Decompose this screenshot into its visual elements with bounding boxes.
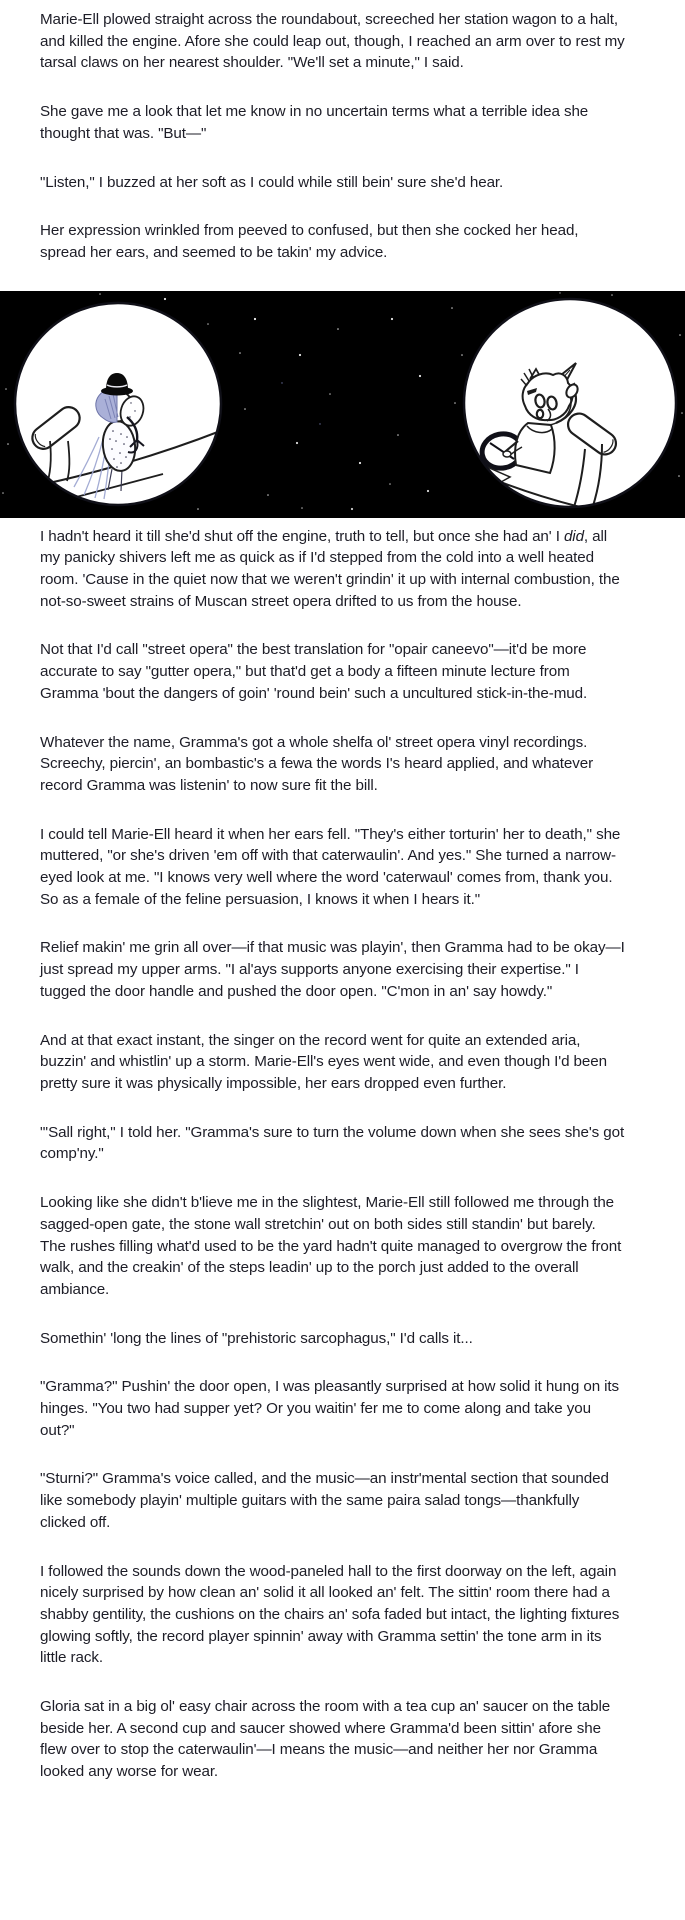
emphasis-word: did [563,527,584,545]
story-paragraph: Whatever the name, Gramma's got a whole shelfa ol' street opera vinyl recordings. Screechy, piercin', an bombastic's a fewa the words I's heard applied, and whatever record Gramma was listenin' to now sure fit the bill. [40,733,594,794]
story-paragraph: I could tell Marie-Ell heard it when her ears fell. "They's either torturin' her to death," she muttered, "or she's driven 'em off with that caterwaulin'. And yes." She turned a narrow-eyed look at me. "I knows very well where the word 'caterwaul' comes from, thank you. So as a female of the feline persuasion, I knows it when I hears it." [40,825,621,908]
story-paragraph: Her expression wrinkled from peeved to confused, but then she cocked her head, spread her ears, and seemed to be takin' my advice. [40,222,579,261]
story-paragraph [40,526,625,613]
cat-head [523,373,573,420]
story-paragraph: She gave me a look that let me know in no uncertain terms what a terrible idea she thought that was. "But—" [40,103,589,142]
story-paragraph: "Gramma?" Pushin' the door open, I was pleasantly surprised at how solid it hung on its hinges. "You two had supper yet? Or you waitin' fer me to come along and take you out?" [40,1378,620,1439]
story-paragraph: And at that exact instant, the singer on the record went for quite an extended aria, buzzin' and whistlin' up a storm. Marie-Ell's eyes went wide, and even though I'd been pretty sure it was physically impossible, her ears dropped even further. [40,1031,607,1092]
comic-panel [0,291,685,518]
story-paragraph: Gloria sat in a big ol' easy chair across the room with a tea cup an' saucer on the table beside her. A second cup and saucer showed where Gramma'd been sittin' afore she flew over to stop the caterwaulin'—I means the music—and neither her nor Gramma looked any worse for wear. [40,1698,611,1781]
engine-paragraph-before: I hadn't heard it till she'd shut off the engine, truth to tell, but once she had an' I [40,527,564,545]
story-paragraph: Marie-Ell plowed straight across the roundabout, screeched her station wagon to a halt, and killed the engine. Afore she could leap out, though, I reached an arm over to rest my tarsal claws on her nearest shoulder. "We'll set a minute," I said. [40,11,625,72]
story-paragraph: "Listen," I buzzed at her soft as I could while still bein' sure she'd hear. [40,173,504,191]
comic-panel-illustration [0,291,685,518]
story-paragraph: Relief makin' me grin all over—if that music was playin', then Gramma had to be okay—I just spread my upper arms. "I al'ays supports anyone exercising their expertise." I tugged the door handle and pushed the door open. "C'mon in an' say howdy." [40,939,625,1000]
story-paragraph: "'Sall right," I told her. "Gramma's sure to turn the volume down when she sees she's got comp'ny." [40,1123,625,1163]
story-paragraph: Somethin' 'long the lines of "prehistoric sarcophagus," I'd calls it... [40,1329,473,1347]
story-paragraph: I followed the sounds down the wood-paneled hall to the first doorway on the left, again nicely surprised by how clean an' solid it all looked an' felt. The sittin' room there had a shabby gentility, the cushions on the chairs an' sofa faded but intact, the lighting fixtures glowing softly, the record player spinnin' away with Gramma settin' the tone arm in its little rack. [40,1562,620,1667]
story-paragraph: "Sturni?" Gramma's voice called, and the music—an instr'mental section that sounded like somebody playin' multiple guitars with the same paira salad tongs—thankfully clicked off. [40,1470,609,1531]
cat-paw [503,451,511,457]
cat-mouth [537,409,543,417]
story-paragraph: Not that I'd call "street opera" the best translation for "opair caneevo"—it'd be more accurate to say "gutter opera," but that'd get a body a fifteen minute lecture from Gramma 'bout the dangers of goin' 'round bein' such a uncultured stick-in-the-mud. [40,641,588,702]
engine-paragraph-after: , all my panicky shivers left me as quick as if I'd stepped from the cold into a well heated room. 'Cause in the quiet now that we weren't grindin' it up with internal combustion, the not-so-sweet strains of Muscan street opera drifted to us from the house. [40,527,620,610]
story-paragraph: Looking like she didn't b'lieve me in the slightest, Marie-Ell still followed me through the sagged-open gate, the stone wall stretchin' out on both sides still standin' but barely. The rushes filling what'd used to be the yard hadn't quite managed to overgrow the front walk, and the creakin' of the steps leadin' up to the porch just added to the overall ambiance. [40,1194,622,1298]
